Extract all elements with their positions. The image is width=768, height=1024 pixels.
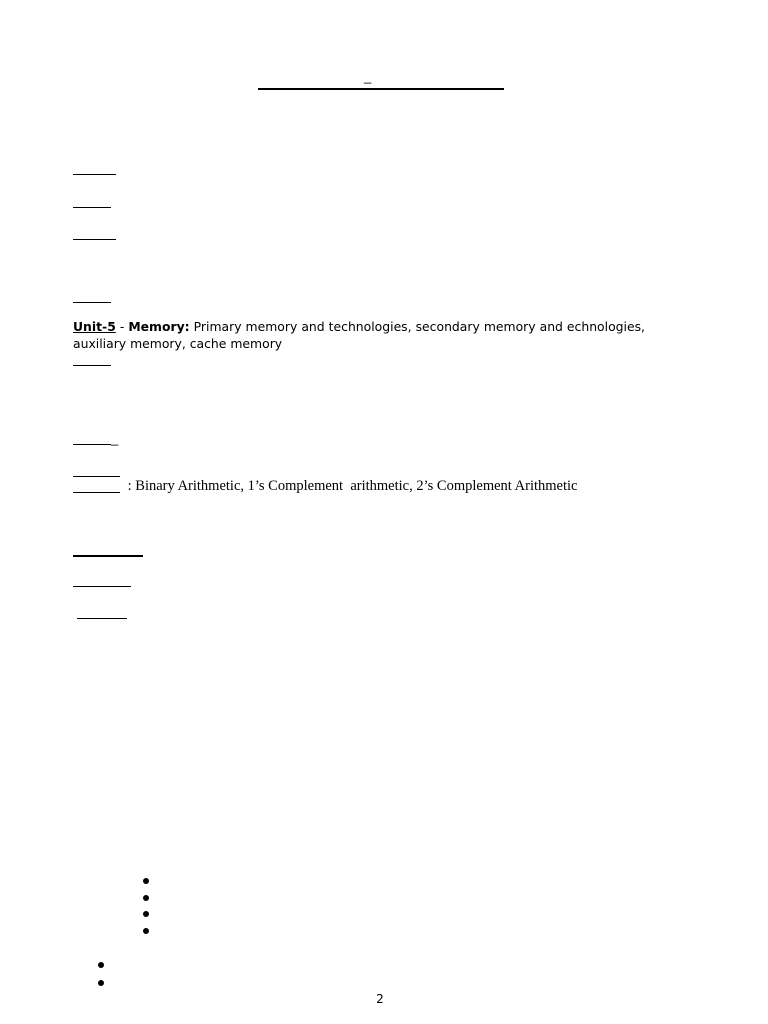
heading-stub-5 bbox=[73, 365, 111, 366]
heading-stub-2 bbox=[73, 207, 111, 208]
bullet-2 bbox=[143, 895, 149, 901]
bullet-4 bbox=[143, 928, 149, 934]
heading-stub-10 bbox=[73, 586, 131, 587]
heading-stub-9 bbox=[73, 555, 143, 557]
unit-description: Primary memory and technologies, secondary memory and echnologies, auxiliary memory, cache memory bbox=[73, 319, 645, 351]
title-mark: _ bbox=[364, 69, 372, 84]
stub-dash: _ bbox=[111, 431, 119, 446]
unit-separator: - bbox=[115, 319, 129, 334]
heading-stub-3 bbox=[73, 239, 116, 240]
heading-stub-1 bbox=[73, 174, 116, 175]
bullet-3 bbox=[143, 911, 149, 917]
heading-stub-4 bbox=[73, 302, 111, 303]
bullet-5 bbox=[98, 962, 104, 968]
heading-stub-11 bbox=[77, 618, 127, 619]
heading-stub-7 bbox=[73, 476, 120, 477]
topic-label: Memory: bbox=[128, 319, 190, 334]
unit-label: Unit-5 bbox=[73, 319, 116, 334]
bullet-6 bbox=[98, 980, 104, 986]
heading-stub-8 bbox=[73, 492, 120, 493]
title-underline bbox=[258, 88, 504, 90]
arithmetic-line: : Binary Arithmetic, 1’s Complement arithmetic, 2’s Complement Arithmetic bbox=[124, 478, 578, 494]
bullet-1 bbox=[143, 878, 149, 884]
unit-5-paragraph bbox=[73, 319, 645, 352]
heading-stub-6 bbox=[73, 444, 111, 445]
page-number: 2 bbox=[376, 992, 384, 1006]
